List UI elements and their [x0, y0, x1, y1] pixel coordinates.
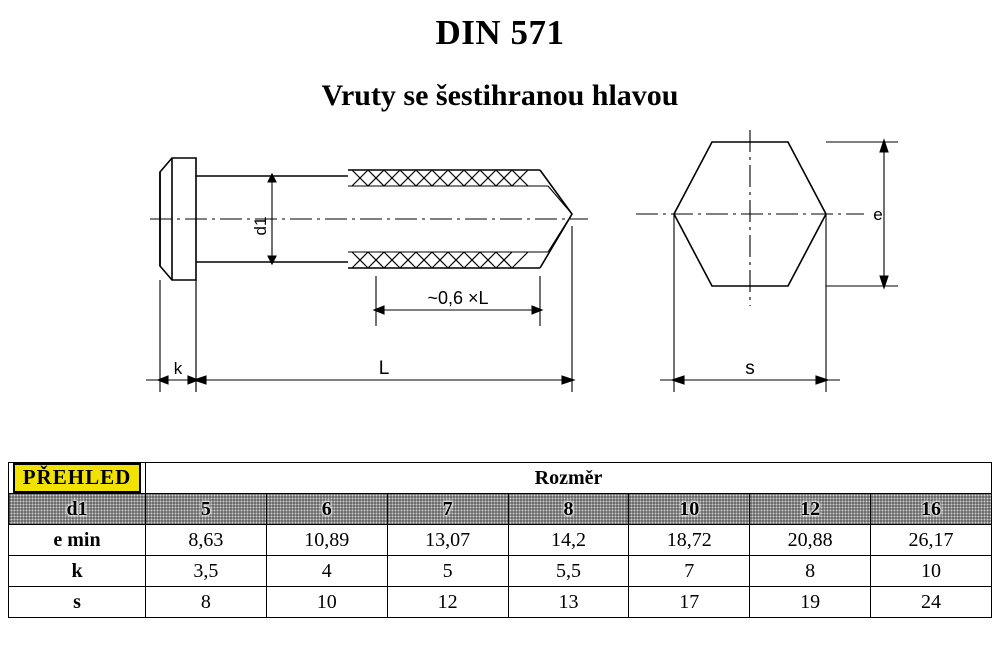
label-L: L	[378, 357, 390, 379]
drawing-svg	[0, 130, 1000, 420]
cell-k-3: 5,5	[508, 556, 629, 587]
prehled-badge: PŘEHLED	[13, 463, 142, 492]
size-col-0: 5	[146, 494, 267, 525]
size-col-1: 6	[266, 494, 387, 525]
table-row	[9, 525, 992, 556]
label-d1: d1	[251, 216, 270, 235]
table-row-sizes	[9, 494, 992, 525]
cell-k-4: 7	[629, 556, 750, 587]
cell-k-6: 10	[871, 556, 992, 587]
table-header-row-group	[9, 463, 992, 494]
size-col-3: 8	[508, 494, 629, 525]
row-label-k: k	[9, 556, 146, 587]
cell-s-2: 12	[387, 587, 508, 618]
cell-k-5: 8	[750, 556, 871, 587]
size-col-4: 10	[629, 494, 750, 525]
size-col-2: 7	[387, 494, 508, 525]
cell-emin-1: 10,89	[266, 525, 387, 556]
cell-s-5: 19	[750, 587, 871, 618]
page-title: DIN 571	[435, 13, 565, 52]
cell-emin-6: 26,17	[871, 525, 992, 556]
page-subtitle: Vruty se šestihranou hlavou	[321, 78, 679, 112]
technical-drawing	[0, 130, 1000, 420]
group-header-rozmer: Rozměr	[146, 463, 992, 494]
cell-emin-2: 13,07	[387, 525, 508, 556]
title-block	[0, 0, 1000, 112]
cell-k-1: 4	[266, 556, 387, 587]
size-col-6: 16	[871, 494, 992, 525]
row-label-s: s	[9, 587, 146, 618]
cell-k-0: 3,5	[146, 556, 267, 587]
dimension-table-wrapper	[8, 462, 992, 618]
cell-emin-5: 20,88	[750, 525, 871, 556]
cell-emin-0: 8,63	[146, 525, 267, 556]
row-label-emin: e min	[9, 525, 146, 556]
cell-k-2: 5	[387, 556, 508, 587]
table-row	[9, 556, 992, 587]
label-thread-length: ~0,6 ×L	[427, 287, 489, 308]
header-d1: d1	[9, 494, 146, 525]
cell-emin-4: 18,72	[629, 525, 750, 556]
label-e: e	[873, 204, 883, 224]
cell-s-1: 10	[266, 587, 387, 618]
label-k: k	[173, 358, 183, 378]
cell-s-4: 17	[629, 587, 750, 618]
dimension-table	[8, 462, 992, 618]
cell-s-3: 13	[508, 587, 629, 618]
table-row	[9, 587, 992, 618]
cell-emin-3: 14,2	[508, 525, 629, 556]
size-col-5: 12	[750, 494, 871, 525]
label-s: s	[745, 357, 755, 379]
cell-s-6: 24	[871, 587, 992, 618]
cell-s-0: 8	[146, 587, 267, 618]
prehled-badge-cell	[9, 463, 146, 494]
dimension-labels	[174, 205, 883, 379]
